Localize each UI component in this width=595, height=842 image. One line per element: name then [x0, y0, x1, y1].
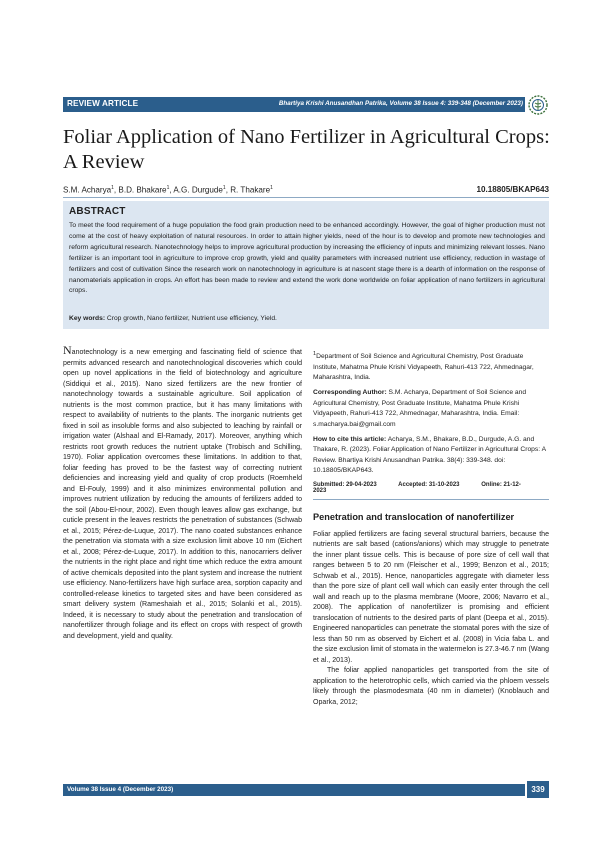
abstract-text: To meet the food requirement of a huge population the food grain production need to be enhanced accordingly. However, the goal of higher production must not come at the cost of heavy exploitation of natural resources. In order to attain higher yields, need of the hour is to develop and promote new technologies and reform agricultural research. Nanotechnology helps to improve agricultural production by increasing the efficiency of inputs and minimizing relevant losses. Nano fertilizer is an important tool in agriculture to improve crop growth, yield and quality parameters with increased nutrient use efficiency, reduction in wastage of fertilizers and cost of cultivation Since the research work on nanotechnology in agriculture is at nascent stage there is a dearth of information on the response of nanomaterials application in crops. An effort has been made to review and extend the work done worldwide on foliar application of nano fertilizers in agricultural crops.: [69, 222, 545, 295]
keywords-label: Key words:: [69, 315, 106, 322]
header-bar: [63, 97, 525, 112]
doi-link[interactable]: 10.18805/BKAP643: [476, 185, 549, 194]
body-left-column: [63, 345, 302, 642]
author-affil-mark: 1: [222, 185, 226, 191]
section-paragraph: The foliar applied nanoparticles get transported from the site of application to the heterotrophic cells, which carried via the phloem vessels likely through the plasmodesmata (40 nm in diameter) (Knoblauch and Oparka, 2012;: [313, 667, 549, 706]
online-date: Online: 21-12-2023: [313, 481, 521, 494]
section-label: REVIEW ARTICLE: [67, 99, 139, 108]
journal-emblem-icon: [527, 94, 549, 116]
header-divider: [63, 197, 549, 198]
keywords-list: Crop growth, Nano fertilizer, Nutrient use efficiency, Yield.: [106, 315, 277, 322]
section-heading: Penetration and translocation of nanofertilizer: [313, 511, 515, 522]
accepted-date: Accepted: 31-10-2023: [398, 481, 460, 488]
author-affil-mark: 1: [111, 185, 114, 191]
section-paragraph: Foliar applied fertilizers are facing several structural barriers, because the nutrients are salt based (cations/anions) which may struggle to penetrate the inner plant tissue cells. This is because of pore size of cell wall that ranges between 5 to 20 nm (Fleischer et al., 1999; Benzon et al., 2015; Schwab et al., 2015). Hence, nanoparticles aggregate with diameter less than the pore size of plant cell wall which can easily enter through the cell wall and reach up to the plasma membrane (Moore, 2006; Navarro et al., 2008). The application of nanofertilizer is promising and efficient translocation of nutrients to the desired parts of plant (Deepa et al., 2015). Engineered nanoparticles can penetrate the stomatal pores with the size of less than 50 nm as observed by Eichert et al. (2008) in Vicia faba L. and the size exclusion limit of stomata in the watermelon is 27.3-46.7 nm (Wang et al., 2013).: [313, 530, 549, 664]
abstract-heading: ABSTRACT: [69, 206, 126, 217]
author-name: R. Thakare: [230, 185, 271, 195]
how-to-cite: [313, 435, 549, 477]
affiliation-mark: 1: [313, 351, 317, 357]
footer-bar: [63, 784, 525, 796]
page-number: 339: [527, 781, 549, 798]
corresponding-label: Corresponding Author:: [313, 389, 387, 397]
author-name: B.D. Bhakare: [118, 185, 167, 195]
footer-issue: Volume 38 Issue 4 (December 2023): [67, 786, 174, 793]
cite-label: How to cite this article:: [313, 436, 387, 444]
cite-text: Acharya, S.M., Bhakare, B.D., Durgude, A.G. and Thakare, R. (2023). Foliar Application of Nano Fertilizer in Agricultural Crops: A Review. Bhartiya Krishi Anusandhan Patrika. 38(4): 339-348. doi: 10.18805/BKAP643.: [313, 436, 546, 475]
corresponding-text: S.M. Acharya, Department of Soil Science and Agricultural Chemistry, Post Graduate Institute, Mahatma Phule Krishi Vidyapeeth, Rahuri-413 722, Ahmednagar, Maharashtra, India. Email: s.macharya.bai@gmail.com: [313, 389, 527, 428]
author-affil-mark: 1: [166, 185, 170, 191]
article-title: Foliar Application of Nano Fertilizer in Agricultural Crops: A Review: [63, 126, 550, 173]
intro-paragraph: [63, 345, 302, 642]
article-dates: [313, 482, 549, 494]
drop-cap: N: [63, 343, 72, 357]
author-affil-mark: 1: [270, 185, 273, 191]
corresponding-author: [313, 388, 549, 430]
affiliation-note: [313, 349, 549, 383]
intro-text: anotechnology is a new emerging and fascinating field of science that permits advanced research and nanotechnological discoveries which could open up novel applications in the field of biotechnology and agriculture (Siddiqui et al., 2015). Nano sized fertilizers are the new frontier of nanotechnology towards a sustainable agriculture. Soil application of nutrients is the most common practice, but it has many limitations with respect to availability of nutrients to the plants. The inorganic nutrients get fixed in soil as insoluble forms and also subjected to leaching by rainfall or irrigation water (Alshaal and El-Ramady, 2017). Moreover, anything which restricts root growth reduces the nutrient uptake (Trobisch and Schilling, 1970). Foliar application overcomes these limitations. In addition to that, foliar feeding has proved to be the fastest way of correcting nutrient deficiencies and increasing yield and quality of crop products (Roemheld and El-Fouly, 1999) and it also minimizes environmental pollution and improves nutrient utilization by reducing the amounts of fertilizers added to the soil (Abou-El-nour, 2002). Even though leaves allow gas exchange, but cuticle present in the leaves restricts the penetration of substances (Schwab et al., 2015; Pérez-de-Luque, 2017). The nano coated substances enhance the penetration via stomata with a size exclusion limit above 10 nm (Eichert et al., 2008; Pérez-de-Luque, 2017). In addition to this, nanocarriers deliver the nutrients in the right place and right time which reduce the extra amount of active chemicals deposited into the plant system and increase the nutrient use efficiency. Nano-fertilizers have high surface area, sorption capacity and controlled-release kinetics to targeted sites and have been considered as smart delivery system (Rameshaiah et al., 2015; Solanki et al., 2015). Indeed, it is necessary to study about the penetration and translocation of nanofertilizer through foliage and its effect on crops with respect of growth and development, yield and quality.: [63, 349, 302, 640]
journal-citation: Bhartiya Krishi Anusandhan Patrika, Volume 38 Issue 4: 339-348 (December 2023): [278, 100, 523, 107]
body-right-column: [313, 349, 549, 708]
affiliation-text: Department of Soil Science and Agricultural Chemistry, Post Graduate Institute, Mahatma Phule Krishi Vidyapeeth, Rahuri-413 722, Ahmednagar, Maharashtra, India.: [313, 353, 534, 382]
author-name: A.G. Durgude: [173, 185, 223, 195]
keywords: [69, 315, 277, 322]
author-list: S.M. Acharya$^1$, B.D. Bhakare$^1$, A.G. Durgude$^1$, R. Thakare$^1$: [63, 185, 273, 195]
dates-divider: [313, 499, 549, 500]
abstract-box: [63, 201, 549, 329]
submitted-date: Submitted: 29-04-2023: [313, 481, 377, 488]
author-name: S.M. Acharya: [63, 185, 112, 195]
